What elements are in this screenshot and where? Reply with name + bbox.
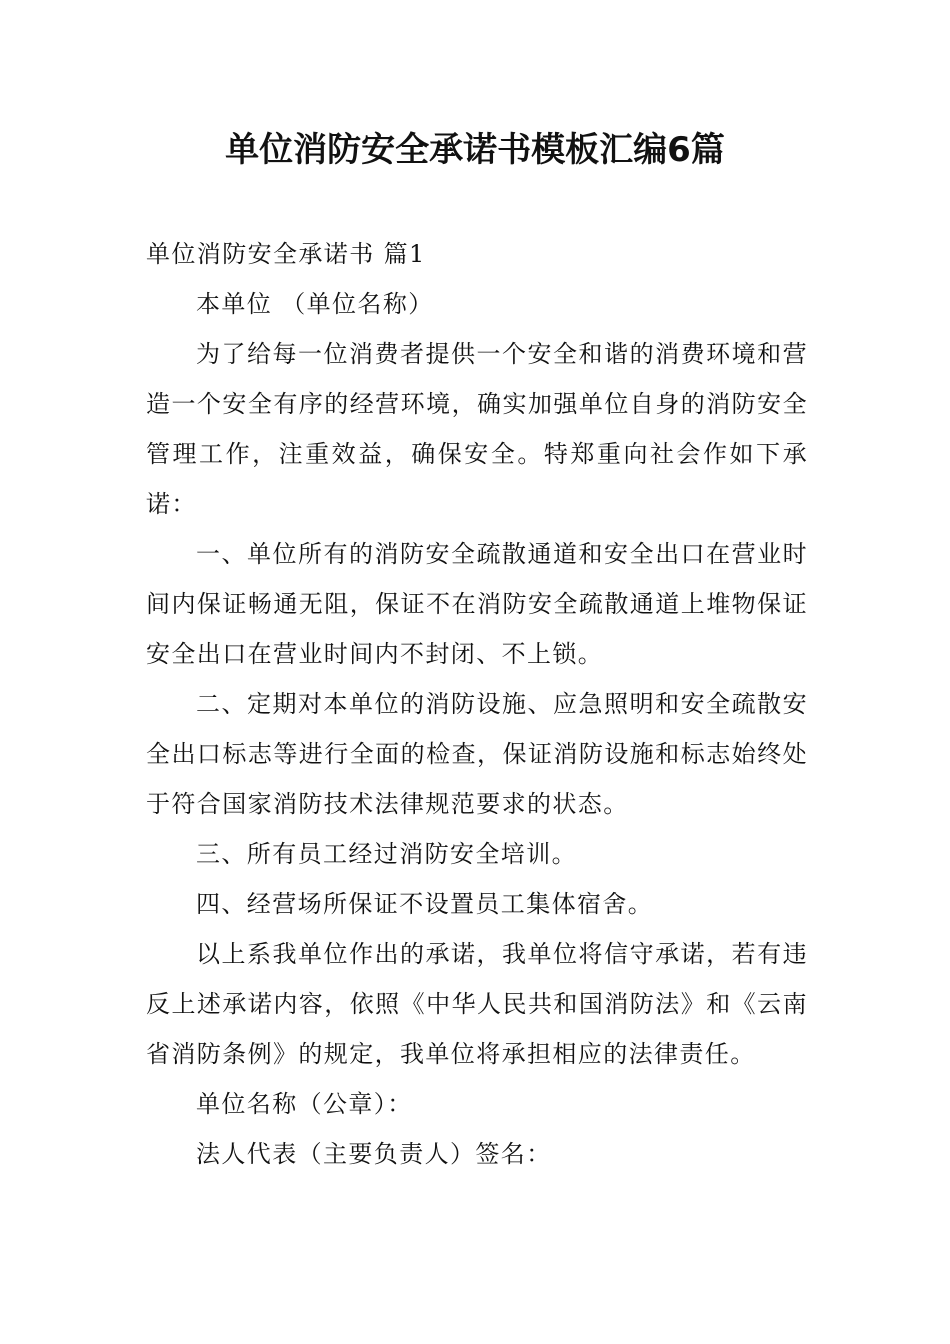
document-body — [146, 229, 808, 1179]
document-title: 单位消防安全承诺书模板汇编6篇 — [225, 130, 725, 170]
signature-legal-rep: 法人代表（主要负责人）签名： — [196, 1140, 552, 1168]
section-heading: 单位消防安全承诺书 篇1 — [146, 240, 426, 268]
paragraph-unit-name: 本单位 （单位名称） — [196, 290, 434, 318]
paragraph-item-2: 二、定期对本单位的消防设施、应急照明和安全疏散安全出口标志等进行全面的检查，保证消防设施和标志始终处于符合国家消防技术法律规范要求的状态。 — [146, 690, 808, 818]
signature-unit-seal: 单位名称（公章）： — [196, 1090, 413, 1118]
paragraph-item-4: 四、经营场所保证不设置员工集体宿舍。 — [196, 890, 654, 918]
paragraph-commitment: 以上系我单位作出的承诺，我单位将信守承诺，若有违反上述承诺内容，依照《中华人民共和国消防法》和《云南省消防条例》的规定，我单位将承担相应的法律责任。 — [146, 940, 808, 1068]
paragraph-intro: 为了给每一位消费者提供一个安全和谐的消费环境和营造一个安全有序的经营环境，确实加强单位自身的消防安全管理工作，注重效益，确保安全。特郑重向社会作如下承诺： — [146, 340, 808, 518]
paragraph-item-3: 三、所有员工经过消防安全培训。 — [196, 840, 577, 868]
paragraph-item-1: 一、单位所有的消防安全疏散通道和安全出口在营业时间内保证畅通无阻，保证不在消防安全疏散通道上堆物保证安全出口在营业时间内不封闭、不上锁。 — [146, 540, 808, 668]
